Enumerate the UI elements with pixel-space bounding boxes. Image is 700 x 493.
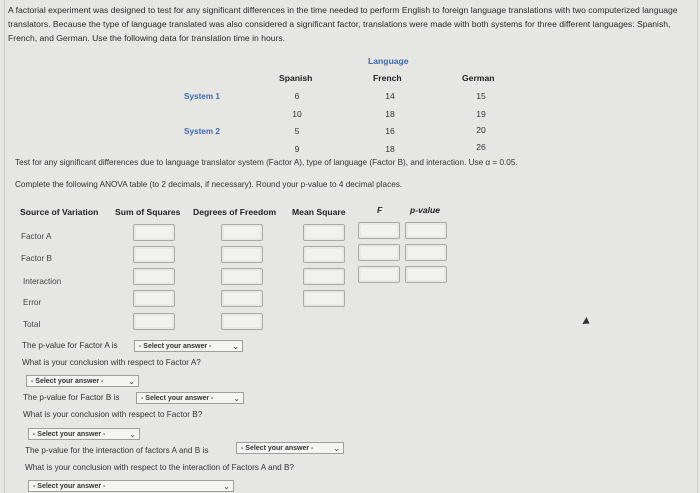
df-interaction-input[interactable] bbox=[221, 268, 263, 285]
system-2-label: System 2 bbox=[184, 127, 220, 136]
page-frame bbox=[4, 0, 698, 493]
df-error-input[interactable] bbox=[221, 290, 263, 307]
cell: 6 bbox=[294, 91, 300, 101]
cell: 18 bbox=[385, 144, 395, 154]
pvalue-factor-a-input[interactable] bbox=[405, 222, 447, 239]
anova-header-ss: Sum of Squares bbox=[115, 207, 181, 217]
conclusion-factor-b-select[interactable] bbox=[28, 428, 140, 440]
chevron-down-icon: ⌄ bbox=[233, 394, 240, 403]
conclusion-factor-a-select[interactable] bbox=[26, 375, 139, 387]
cell: 20 bbox=[476, 125, 486, 135]
q-pvalue-factor-a: The p-value for Factor A is bbox=[22, 341, 118, 350]
cell: 16 bbox=[385, 126, 395, 136]
cell: 18 bbox=[385, 109, 395, 119]
anova-header-f: F bbox=[377, 205, 383, 215]
cell: 19 bbox=[476, 109, 486, 119]
select-label: - Select your answer - bbox=[241, 445, 314, 452]
f-factor-b-input[interactable] bbox=[358, 244, 400, 261]
pvalue-interaction-input[interactable] bbox=[405, 266, 447, 283]
chevron-down-icon: ⌄ bbox=[232, 342, 239, 351]
select-label: - Select your answer - bbox=[33, 483, 106, 490]
cell: 10 bbox=[292, 109, 302, 119]
problem-intro: A factorial experiment was designed to test for any significant differences in the time needed to perform English to foreign language translations with two computerized language translators. Because the type of language translated was also considered a significant factor, translations were made with both systems for three different languages: Spanish, French, and German. Use the following data for translation time in hours. bbox=[8, 5, 678, 43]
test-instruction: Test for any significant differences due to language translator system (Factor A), type of language (Factor B), and interaction. Use α = 0.05. bbox=[15, 158, 518, 167]
row-label-factor-a: Factor A bbox=[21, 232, 52, 241]
conclusion-interaction-select[interactable] bbox=[28, 480, 234, 492]
complete-instruction: Complete the following ANOVA table (to 2 decimals, if necessary). Round your p-value to 4 decimal places. bbox=[15, 180, 403, 189]
select-label: - Select your answer - bbox=[33, 431, 106, 438]
pvalue-interaction-select[interactable] bbox=[236, 442, 344, 454]
q-conclusion-factor-a: What is your conclusion with respect to Factor A? bbox=[22, 358, 201, 367]
f-factor-a-input[interactable] bbox=[358, 222, 400, 239]
row-label-total: Total bbox=[23, 320, 41, 329]
cell: 5 bbox=[294, 126, 300, 136]
anova-header-pvalue: p-value bbox=[410, 205, 441, 215]
pvalue-factor-a-select[interactable] bbox=[134, 340, 243, 352]
select-label: - Select your answer - bbox=[31, 378, 104, 385]
chevron-down-icon: ⌄ bbox=[129, 430, 136, 439]
row-label-factor-b: Factor B bbox=[21, 254, 52, 263]
q-pvalue-factor-b: The p-value for Factor B is bbox=[23, 393, 120, 402]
cell: 15 bbox=[476, 91, 486, 101]
select-label: - Select your answer - bbox=[141, 395, 214, 402]
chevron-down-icon: ⌄ bbox=[223, 482, 230, 491]
chevron-down-icon: ⌄ bbox=[128, 377, 135, 386]
cell: 26 bbox=[476, 142, 486, 152]
ss-error-input[interactable] bbox=[133, 290, 175, 307]
df-factor-b-input[interactable] bbox=[221, 246, 263, 263]
q-conclusion-interaction: What is your conclusion with respect to the interaction of Factors A and B? bbox=[25, 463, 294, 472]
cell: 9 bbox=[294, 144, 300, 154]
cell: 14 bbox=[385, 91, 395, 101]
ms-factor-a-input[interactable] bbox=[303, 224, 345, 241]
pvalue-factor-b-input[interactable] bbox=[405, 244, 447, 261]
q-conclusion-factor-b: What is your conclusion with respect to Factor B? bbox=[23, 410, 203, 419]
pvalue-factor-b-select[interactable] bbox=[136, 392, 244, 404]
df-total-input[interactable] bbox=[221, 313, 263, 330]
anova-header-df: Degrees of Freedom bbox=[193, 207, 277, 217]
row-label-error: Error bbox=[23, 298, 42, 307]
ss-total-input[interactable] bbox=[133, 313, 175, 330]
col-german: German bbox=[462, 73, 495, 83]
ms-interaction-input[interactable] bbox=[303, 268, 345, 285]
ss-factor-b-input[interactable] bbox=[133, 246, 175, 263]
ms-factor-b-input[interactable] bbox=[303, 246, 345, 263]
f-interaction-input[interactable] bbox=[358, 266, 400, 283]
ss-interaction-input[interactable] bbox=[133, 268, 175, 285]
anova-header-source: Source of Variation bbox=[20, 207, 99, 217]
ms-error-input[interactable] bbox=[303, 290, 345, 307]
df-factor-a-input[interactable] bbox=[221, 224, 263, 241]
system-1-label: System 1 bbox=[184, 92, 220, 101]
chevron-down-icon: ⌄ bbox=[333, 444, 340, 453]
select-label: - Select your answer - bbox=[139, 343, 212, 350]
q-pvalue-interaction: The p-value for the interaction of factors A and B is bbox=[25, 446, 209, 455]
ss-factor-a-input[interactable] bbox=[133, 224, 175, 241]
row-label-interaction: Interaction bbox=[23, 277, 62, 286]
anova-header-ms: Mean Square bbox=[292, 207, 346, 217]
language-header: Language bbox=[368, 56, 409, 66]
col-spanish: Spanish bbox=[279, 73, 313, 83]
col-french: French bbox=[373, 73, 402, 83]
